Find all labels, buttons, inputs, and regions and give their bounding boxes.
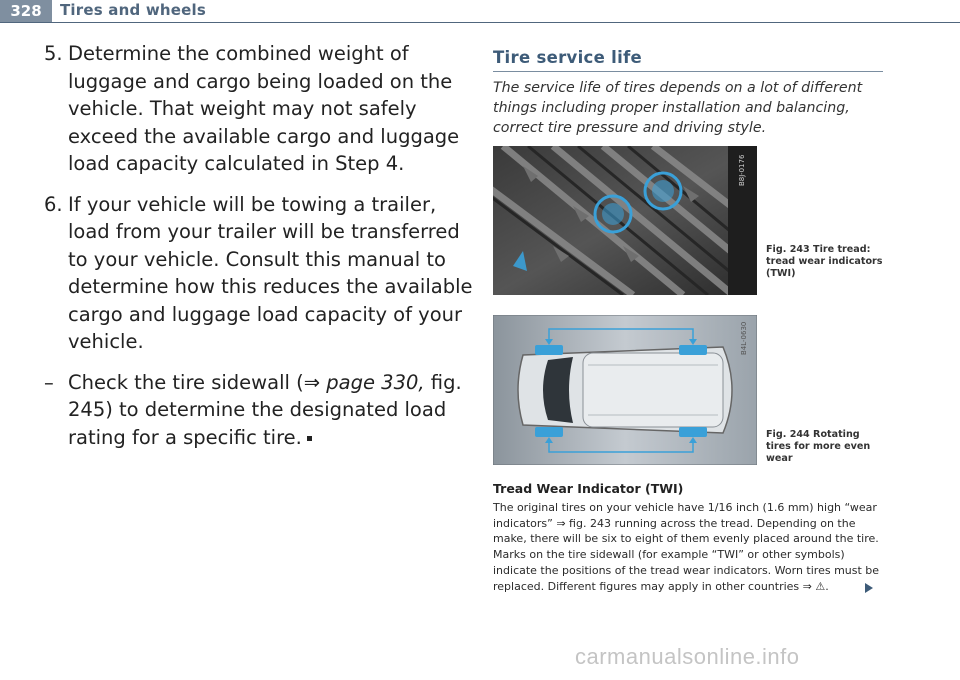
step-5 bbox=[44, 40, 474, 178]
chapter-title: Tires and wheels bbox=[60, 1, 207, 19]
step-5-text: Determine the combined weight of luggage and cargo being loaded on the vehicle. That weight may not safely exceed the available cargo and luggage load capacity calculated in Step 4. bbox=[68, 42, 460, 175]
tire-rotation-figure bbox=[493, 315, 757, 465]
fig-243-caption: Fig. 243 Tire tread: tread wear indicators (TWI) bbox=[766, 244, 883, 279]
tread-wear-body bbox=[493, 500, 883, 594]
check-sidewall-step bbox=[44, 369, 474, 452]
step-6-text: If your vehicle will be towing a trailer, load from your trailer will be transferred to your vehicle. Consult this manual to determine how this reduces the available cargo and luggage load capacity of your vehicle. bbox=[68, 192, 473, 353]
section-intro: The service life of tires depends on a lot of different things including proper installation and balancing, correct tire pressure and driving style. bbox=[493, 80, 863, 136]
left-column bbox=[44, 40, 474, 464]
check-text-pre: Check the tire sidewall ( bbox=[68, 370, 304, 394]
header-rule bbox=[0, 22, 960, 23]
tread-wear-end: . bbox=[825, 579, 829, 593]
step-6-number: 6. bbox=[44, 192, 63, 216]
page-number: 328 bbox=[0, 0, 52, 22]
tire-tread-figure bbox=[493, 146, 757, 295]
dash-bullet: – bbox=[44, 370, 54, 394]
step-5-number: 5. bbox=[44, 42, 63, 65]
tread-wear-heading: Tread Wear Indicator (TWI) bbox=[493, 481, 684, 496]
page-330-link[interactable]: ⇒ page 330, bbox=[303, 370, 425, 394]
step-6 bbox=[44, 191, 474, 356]
section-rule bbox=[493, 71, 883, 72]
end-of-section-mark bbox=[307, 436, 312, 441]
tread-wear-text: The original tires on your vehicle have 1/16 inch (1.6 mm) high “wear indicators” ⇒ fig. 243 running across the tread. Depending on the make, there will be six to eight of them evenly placed around the tire. Marks on the tire sidewall (for example “TWI” or other symbols) indicate the positions of the tread wear indicators. Worn tires must be replaced. Different figures may apply in other countries ⇒ bbox=[493, 501, 880, 593]
fig-244-caption: Fig. 244 Rotating tires for more even wear bbox=[766, 429, 871, 464]
check-text-post: fig. 245) to determine the designated load rating for a specific tire. bbox=[68, 370, 462, 449]
continue-arrow-icon bbox=[865, 583, 873, 593]
watermark: carmanualsonline.info bbox=[575, 644, 800, 669]
warning-icon[interactable]: ⚠ bbox=[815, 579, 826, 593]
fig-243-code: B8J-0176 bbox=[738, 154, 746, 186]
fig-244-code: B4L-0630 bbox=[740, 321, 748, 355]
section-title: Tire service life bbox=[493, 48, 643, 67]
